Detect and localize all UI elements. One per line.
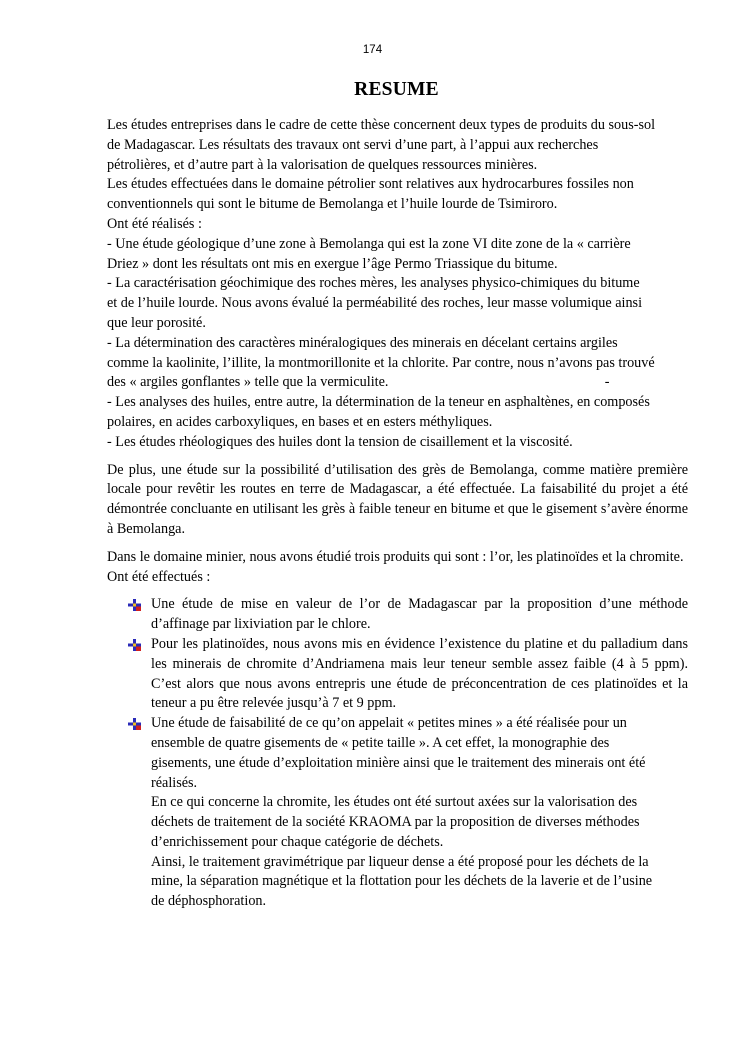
list-item xyxy=(107,635,688,714)
intro-line: pétrolières, et d’autre part à la valorisation de quelques ressources minières. xyxy=(107,156,538,173)
arrow-bullet-icon xyxy=(128,639,141,651)
list-item-text: Une étude de mise en valeur de l’or de Madagascar par la proposition d’une méthode d’affinage par lixiviation par le chlore. xyxy=(151,596,688,633)
chromite-line: d’enrichissement pour chaque catégorie de déchets. xyxy=(151,833,444,850)
intro-line: Les études entreprises dans le cadre de cette thèse concernent deux types de produits du sous-sol xyxy=(107,117,656,133)
intro-line: et de l’huile lourde. Nous avons évalué la perméabilité des roches, leur masse volumique ainsi xyxy=(107,295,643,312)
intro-line: polaires, en acides carboxyliques, en bases et en esters méthyliques. xyxy=(107,413,493,430)
arrow-bullet-icon xyxy=(128,718,141,730)
list-item-text: Pour les platinoïdes, nous avons mis en évidence l’existence du platine et du palladium dans les minerais de chromite d’Andriamena mais leur teneur semble assez faible (4 à 5 ppm). C’est alors que nous avons entrepris une étude de préconcentration de ces platinoïdes et la teneur a pu être relevée jusqu’à 7 et 9 ppm. xyxy=(151,635,688,712)
list-item-line: réalisés. xyxy=(151,774,198,791)
intro-line: - La caractérisation géochimique des roches mères, les analyses physico-chimiques du bitume xyxy=(107,275,640,292)
bemolanga-paragraph: De plus, une étude sur la possibilité d’utilisation des grès de Bemolanga, comme matière première locale pour revêtir les routes en terre de Madagascar, a été effectuée. La faisabilité du projet a été démontrée concluante en utilisant les grès à faible teneur en bitume et que le gisement s’avère énorme à Bemolanga. xyxy=(107,461,688,537)
intro-paragraph xyxy=(107,116,688,453)
intro-line: - Les études rhéologiques des huiles dont la tension de cisaillement et la viscosité. xyxy=(107,433,573,450)
minier-paragraph: Dans le domaine minier, nous avons étudié trois produits qui sont : l’or, les platinoïdes et la chromite. xyxy=(107,548,684,565)
chromite-paragraph xyxy=(107,793,688,852)
intro-line: que leur porosité. xyxy=(107,314,206,331)
final-line: Ainsi, le traitement gravimétrique par liqueur dense a été proposé pour les déchets de la xyxy=(151,853,649,870)
list-item-line: Une étude de faisabilité de ce qu’on appelait « petites mines » a été réalisée pour un xyxy=(151,715,627,732)
intro-line: Ont été réalisés : xyxy=(107,215,202,232)
intro-line: comme la kaolinite, l’illite, la montmorillonite et la chlorite. Par contre, nous n’avons pas trouvé xyxy=(107,354,655,371)
chromite-line: En ce qui concerne la chromite, les études ont été surtout axées sur la valorisation des xyxy=(151,794,638,811)
effectues-label: Ont été effectués : xyxy=(107,568,211,585)
intro-line: - Les analyses des huiles, entre autre, la détermination de la teneur en asphaltènes, en composés xyxy=(107,394,650,411)
page-title: RESUME xyxy=(354,79,439,100)
results-list xyxy=(107,595,688,793)
final-line: mine, la séparation magnétique et la flottation pour les déchets de la laverie et de l’usine xyxy=(151,873,653,890)
list-item xyxy=(107,595,688,635)
intro-line: conventionnels qui sont le bitume de Bemolanga et l’huile lourde de Tsimiroro. xyxy=(107,196,558,213)
arrow-bullet-icon xyxy=(128,599,141,611)
chromite-line: déchets de traitement de la société KRAOMA par la proposition de diverses méthodes xyxy=(151,814,640,831)
list-item-line: ensemble de quatre gisements de « petite taille ». A cet effet, la monographie des xyxy=(151,734,610,751)
intro-line: - Une étude géologique d’une zone à Bemolanga qui est la zone VI dite zone de la « carrière xyxy=(107,235,631,252)
intro-line: Driez » dont les résultats ont mis en exergue l’âge Permo Triassique du bitume. xyxy=(107,255,558,272)
intro-line: de Madagascar. Les résultats des travaux ont servi d’une part, à l’appui aux recherches xyxy=(107,136,599,153)
final-line: de déphosphoration. xyxy=(151,893,267,910)
intro-line: Les études effectuées dans le domaine pétrolier sont relatives aux hydrocarbures fossiles non xyxy=(107,176,634,193)
final-paragraph xyxy=(107,853,688,912)
list-item-line: gisements, une étude d’exploitation minière ainsi que le traitement des minerais ont été xyxy=(151,754,646,771)
intro-line: des « argiles gonflantes » telle que la vermiculite. - xyxy=(107,374,610,391)
intro-line: - La détermination des caractères minéralogiques des minerais en décelant certains argiles xyxy=(107,334,618,351)
document-body xyxy=(107,116,688,912)
list-item xyxy=(107,714,688,793)
page-number: 174 xyxy=(362,44,383,56)
